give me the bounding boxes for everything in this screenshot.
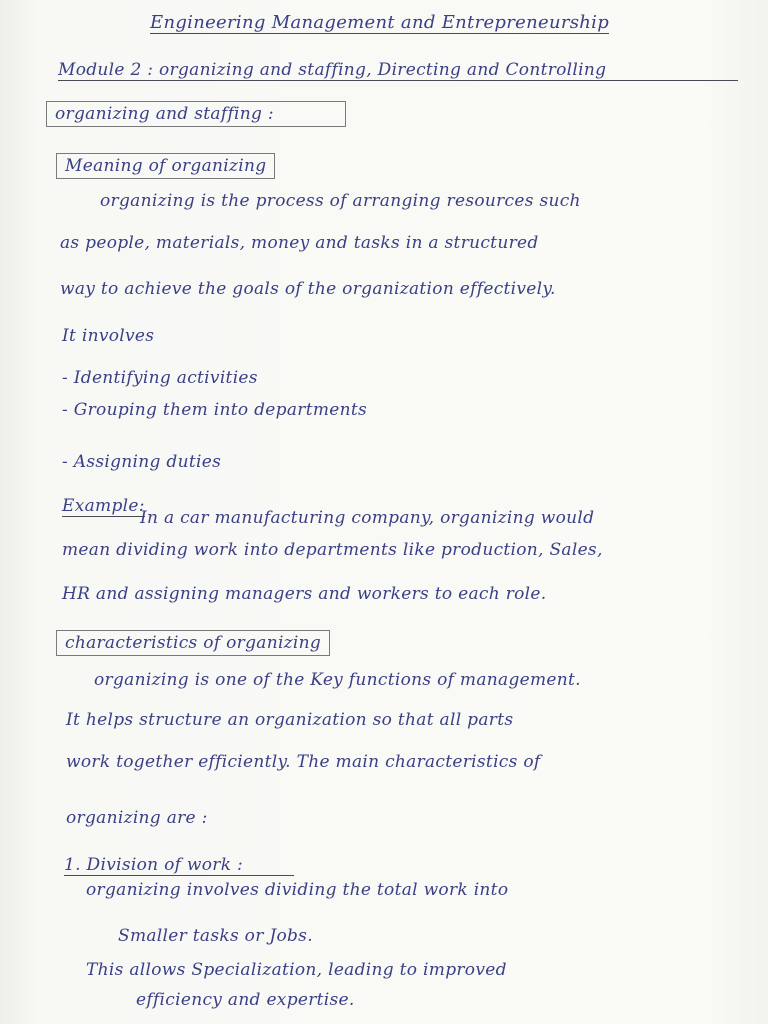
example-line-2: mean dividing work into departments like production, Sales, [62,540,603,560]
division-line-1: organizing involves dividing the total work into [86,880,509,900]
example-label: Example: [62,496,145,516]
division-heading: 1. Division of work : [64,855,294,876]
division-line-3: This allows Specialization, leading to improved [86,960,507,980]
module-heading: Module 2 : organizing and staffing, Directing and Controlling [58,60,738,81]
section-heading: organizing and staffing : [46,101,346,127]
bullet-grouping: - Grouping them into departments [62,400,368,420]
meaning-line-2: as people, materials, money and tasks in a structured [60,233,539,253]
characteristics-heading: characteristics of organizing [56,630,330,656]
division-line-2: Smaller tasks or Jobs. [118,926,313,946]
example-line-1: In a car manufacturing company, organizing would [140,508,595,528]
char-line-4: organizing are : [66,808,208,828]
involves-label: It involves [62,326,155,346]
bullet-identifying: - Identifying activities [62,368,258,388]
meaning-line-1: organizing is the process of arranging resources such [100,191,581,211]
meaning-heading: Meaning of organizing [56,153,275,179]
example-line-3: HR and assigning managers and workers to each role. [62,584,547,604]
char-line-1: organizing is one of the Key functions of management. [94,670,581,690]
page-title: Engineering Management and Entrepreneurship [150,12,610,33]
meaning-line-3: way to achieve the goals of the organization effectively. [60,279,556,299]
char-line-2: It helps structure an organization so that all parts [66,710,514,730]
division-line-4: efficiency and expertise. [136,990,355,1010]
bullet-assigning: - Assigning duties [62,452,222,472]
char-line-3: work together efficiently. The main characteristics of [66,752,541,772]
